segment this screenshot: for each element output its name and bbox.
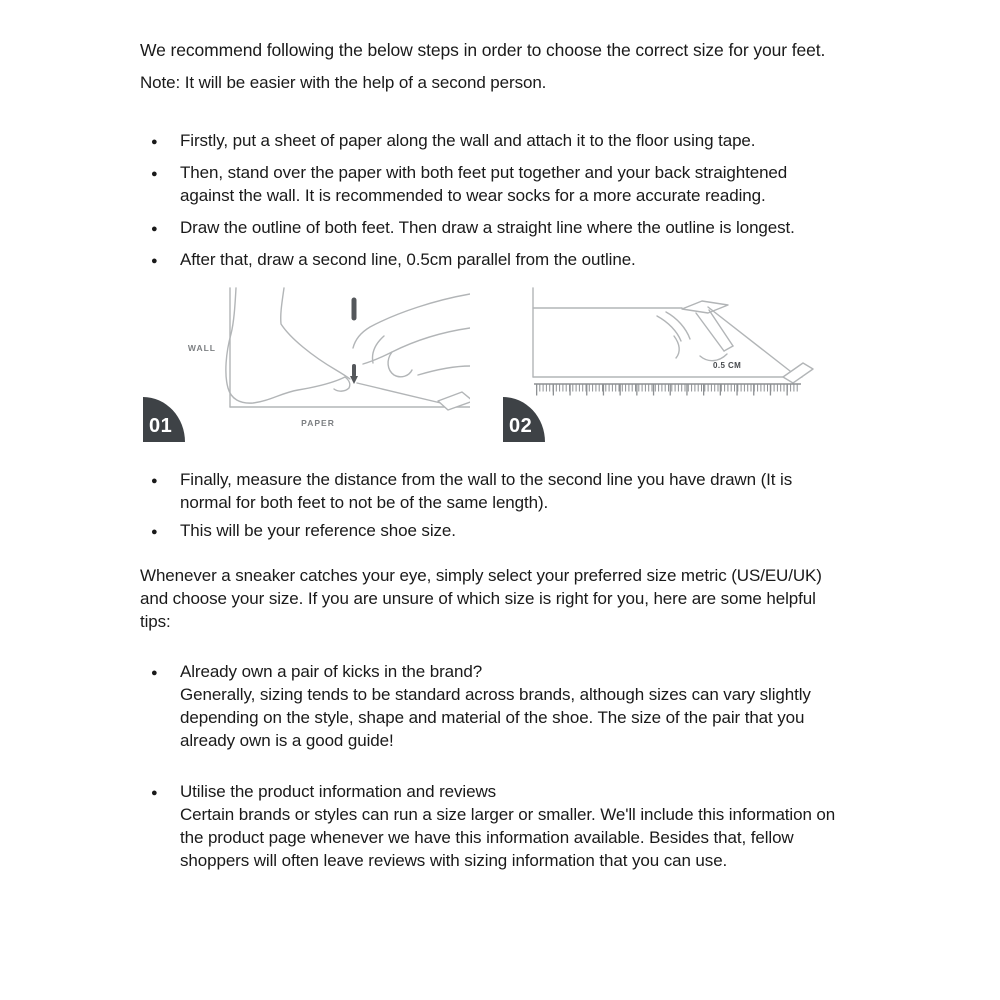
figure-02-number: 02	[509, 415, 533, 437]
step-text: Finally, measure the distance from the wall to the second line you have drawn (It is normal for both feet to not be of the same length).	[180, 470, 793, 512]
figure-ruler-measure	[500, 280, 815, 442]
tip-title: ● Utilise the product information and reviews	[180, 782, 497, 801]
step-text: This will be your reference shoe size.	[180, 521, 456, 540]
tip-item	[140, 660, 842, 752]
tip-item	[140, 780, 842, 872]
step-item	[140, 468, 842, 514]
step-text: After that, draw a second line, 0.5cm parallel from the outline.	[180, 250, 636, 269]
pencil-point	[724, 346, 733, 351]
instep-line	[281, 288, 350, 379]
wall-label: WALL	[187, 343, 216, 353]
note-text: Note: It will be easier with the help of a second person.	[140, 73, 547, 92]
step-item	[140, 248, 842, 271]
figure-foot-tracing	[140, 280, 470, 442]
step-text: Draw the outline of both feet. Then draw a straight line where the outline is longest.	[180, 218, 795, 237]
measurement-steps-list	[140, 129, 860, 271]
hand-finger-line	[363, 328, 470, 364]
ruler-measurement-illustration	[500, 280, 815, 442]
tip-body: Generally, sizing tends to be standard across brands, although sizes can vary slightly depending on the style, shape and material of the shoe. The size of the pair that you already own is a good guide!	[180, 685, 811, 750]
figures-row	[140, 280, 860, 442]
thumb-curl	[388, 352, 412, 377]
paper-label: PAPER	[301, 418, 335, 428]
offset-label: 0.5 CM	[713, 361, 742, 370]
step-item	[140, 216, 842, 239]
foot-outline	[226, 288, 345, 403]
figure-01-number: 01	[149, 415, 173, 437]
pencil-end	[682, 301, 728, 313]
intro-text: We recommend following the below steps in order to choose the correct size for your feet.	[140, 40, 826, 60]
hand-top-line	[353, 294, 470, 348]
final-steps-list	[140, 468, 860, 542]
hand-bottom-line	[418, 366, 470, 375]
pencil-side-1	[696, 313, 724, 351]
step-text: Firstly, put a sheet of paper along the wall and attach it to the floor using tape.	[180, 131, 756, 150]
drawn-arc	[700, 354, 727, 361]
eraser	[783, 363, 813, 383]
hand-hint-3	[674, 336, 679, 358]
foot-tracing-illustration	[140, 280, 470, 442]
pencil-side-2	[709, 310, 733, 346]
step-text: Then, stand over the paper with both feet put together and your back straightened against the wall. It is recommended to wear socks for a more accurate reading.	[180, 163, 788, 205]
step-item	[140, 161, 842, 207]
tips-list	[140, 660, 860, 872]
trace-line	[357, 383, 445, 404]
tips-intro-text: Whenever a sneaker catches your eye, simply select your preferred size metric (US/EU/UK) and choose your size. If you are unsure of which size is right for you, here are some helpful tips:	[140, 566, 822, 631]
step-item	[140, 519, 842, 542]
tip-body: Certain brands or styles can run a size larger or smaller. We'll include this information on the product page whenever we have this information available. Besides that, fellow shoppers will often leave reviews with sizing information that you can use.	[180, 805, 836, 870]
tip-title: ● Already own a pair of kicks in the brand?	[180, 662, 483, 681]
step-item	[140, 129, 842, 152]
